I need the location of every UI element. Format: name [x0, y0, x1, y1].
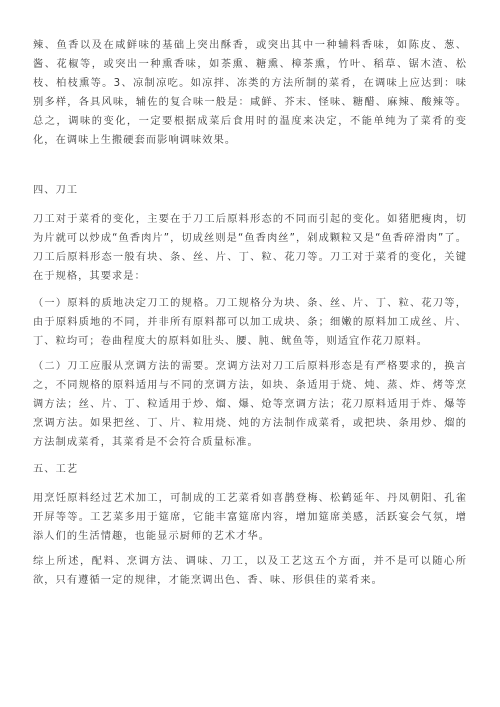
paragraph-craft: 用烹饪原料经过艺术加工，可制成的工艺菜肴如喜鹊登梅、松鹤延年、丹凤朝阳、孔雀开屏等等。工艺菜多用于筵席，它能丰富筵席内容，增加筵席美感，活跃宴会气氛，增添人们的生活情趣，也能显示厨师的艺术才华。 — [33, 493, 467, 542]
section-heading-craft: 五、工艺 — [33, 464, 79, 475]
paragraph-conclusion: 综上所述，配料、烹调方法、调味、刀工，以及工艺这五个方面，并不是可以随心所欲，只有遵循一定的规律，才能烹调出色、香、味、形俱佳的菜肴来。 — [33, 556, 467, 586]
paragraph-knife-work-point-2: （二）刀工应服从烹调方法的需要。烹调方法对刀工后原料形态是有严格要求的，换言之，不同规格的原料适用与不同的烹调方法，如块、条适用于烧、炖、蒸、炸、烤等烹调方法；丝、片、丁、粒适用于炒、熘、爆、炝等烹调方法；花刀原料适用于炸、爆等烹调方法。如果把丝、丁、片、粒用烧、炖的方法制作成菜肴，或把块、条用炒、熘的方法制成菜肴，其菜肴是不会符合质量标准。 — [33, 361, 467, 448]
paragraph-knife-work-intro: 刀工对于菜肴的变化，主要在于刀工后原料形态的不同而引起的变化。如猪肥瘦肉，切为片就可以炒成“鱼香肉片”，切成丝则是“鱼香肉丝”，剁成颗粒又是“鱼香碎滑肉”了。刀工后原料形态一般有块、条、丝、片、丁、粒、花刀等。刀工对于菜肴的变化，关键在于规格，其要求是： — [33, 214, 467, 282]
section-heading-knife-work: 四、刀工 — [33, 185, 79, 196]
paragraph-seasoning-continued: 辣、鱼香以及在咸鲜味的基础上突出酥香，或突出其中一种辅料香味，如陈皮、葱、酱、花椒等，或突出一种熏香味，如茶熏、糖熏、樟茶熏，竹叶、稻草、锯木渣、松枝、柏枝熏等。3、凉制凉吃。如凉拌、冻类的方法所制的菜肴，在调味上应达到：味别多样，各具风味，辅佐的复合味一般是：咸鲜、芥末、怪味、糖醋、麻辣、酸辣等。总之，调味的变化，一定要根据成菜后食用时的温度来决定，不能单纯为了菜肴的变化，在调味上生搬硬套而影响调味效果。 — [33, 40, 467, 146]
paragraph-knife-work-point-1: （一）原料的质地决定刀工的规格。刀工规格分为块、条、丝、片、丁、粒、花刀等，由于原料质地的不同，并非所有原料都可以加工成块、条；细嫩的原料加工成丝、片、丁、粒均可；卷曲程度大的原料如肚头、腰、肫、鱿鱼等，则适宜作花刀原料。 — [33, 298, 467, 347]
